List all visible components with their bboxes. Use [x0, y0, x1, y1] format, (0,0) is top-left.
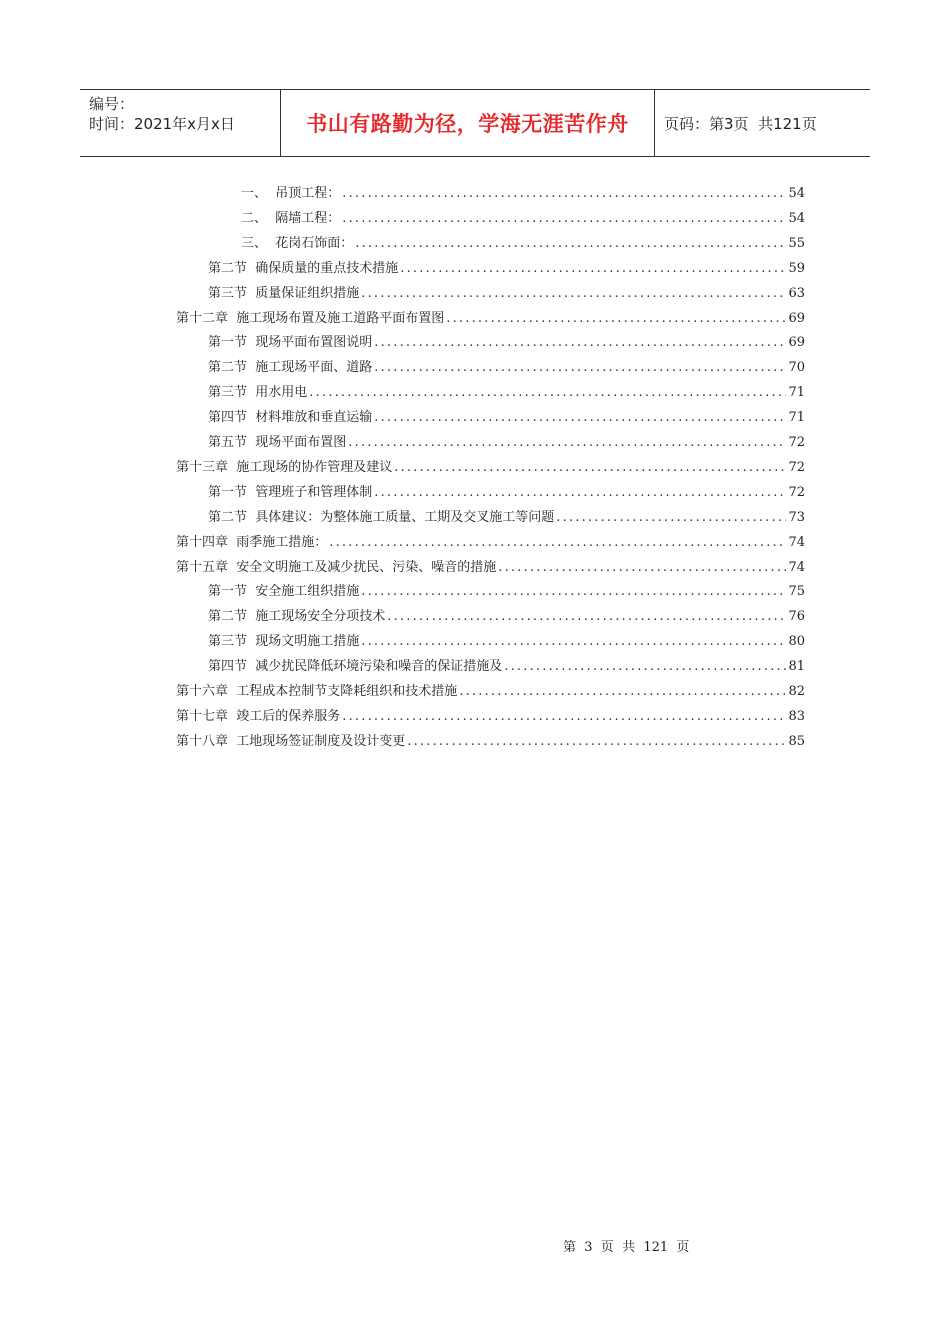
toc-entry-page: 72 [788, 459, 805, 475]
toc-dot-leader [400, 258, 786, 280]
toc-entry-page: 73 [788, 509, 805, 525]
serial-number-label: 编号： [89, 95, 135, 113]
toc-entry[interactable] [176, 308, 805, 330]
toc-entry-page: 81 [788, 659, 805, 675]
toc-entry[interactable] [176, 457, 805, 479]
toc-entry[interactable] [208, 357, 805, 379]
toc-entry[interactable] [241, 233, 805, 255]
time-label: 时间：2021年x月x日 [89, 115, 235, 133]
toc-dot-leader [498, 557, 786, 579]
toc-entry-title: 第十四章 雨季施工措施： [176, 534, 328, 550]
toc-entry-title: 第二节 确保质量的重点技术措施 [208, 260, 399, 276]
toc-entry-page: 70 [788, 360, 805, 376]
toc-entry-title: 第一节 现场平面布置图说明 [208, 335, 373, 351]
toc-dot-leader [361, 283, 786, 305]
toc-entry[interactable] [208, 407, 805, 429]
toc-entry-title: 第十五章 安全文明施工及减少扰民、污染、噪音的措施 [176, 559, 497, 575]
header-meta-cell [80, 90, 281, 156]
toc-entry-page: 71 [788, 410, 805, 426]
toc-entry-title: 第三节 用水用电 [208, 385, 308, 401]
toc-entry-page: 75 [788, 584, 805, 600]
toc-entry-page: 74 [788, 534, 805, 550]
toc-dot-leader [459, 681, 786, 703]
toc-entry-title: 第二节 具体建议：为整体施工质量、工期及交叉施工等问题 [208, 509, 555, 525]
toc-dot-leader [504, 656, 786, 678]
toc-entry-title: 第十八章 工地现场签证制度及设计变更 [176, 733, 406, 749]
toc-entry[interactable] [208, 258, 805, 280]
motto-text: 书山有路勤为径，学海无涯苦作舟 [306, 112, 629, 136]
toc-entry[interactable] [176, 706, 805, 728]
toc-entry[interactable] [208, 656, 805, 678]
toc-dot-leader [374, 407, 786, 429]
toc-entry[interactable] [241, 183, 805, 205]
toc-entry-title: 第十三章 施工现场的协作管理及建议 [176, 459, 393, 475]
toc-entry[interactable] [208, 581, 805, 603]
toc-entry[interactable] [208, 382, 805, 404]
toc-dot-leader [556, 507, 786, 529]
toc-entry-page: 63 [788, 285, 805, 301]
toc-entry[interactable] [208, 332, 805, 354]
page-info-cell [655, 90, 870, 156]
toc-entry-title: 第四节 材料堆放和垂直运输 [208, 410, 373, 426]
toc-entry[interactable] [208, 606, 805, 628]
toc-entry-title: 一、 吊顶工程： [241, 186, 341, 201]
toc-dot-leader [387, 606, 786, 628]
toc-entry-page: 74 [788, 559, 805, 575]
toc-entry-title: 三、 花岗石饰面： [241, 235, 354, 251]
toc-dot-leader [342, 208, 786, 230]
toc-dot-leader [446, 308, 786, 330]
toc-entry[interactable] [176, 557, 805, 579]
toc-entry[interactable] [241, 208, 805, 230]
document-header [80, 89, 870, 157]
toc-entry-page: 83 [788, 708, 805, 724]
toc-dot-leader [361, 581, 786, 603]
toc-entry-title: 第十六章 工程成本控制节支降耗组织和技术措施 [176, 684, 458, 699]
toc-entry-title: 第二节 施工现场安全分项技术 [208, 609, 386, 625]
toc-entry-page: 59 [788, 260, 805, 276]
page-footer: 第 3 页 共 121 页 [563, 1240, 690, 1255]
toc-dot-leader [309, 382, 786, 404]
toc-dot-leader [361, 631, 786, 653]
toc-entry-page: 54 [788, 210, 805, 226]
toc-dot-leader [355, 233, 786, 255]
toc-entry[interactable] [208, 432, 805, 454]
toc-entry-title: 第二节 施工现场平面、道路 [208, 360, 373, 376]
toc-entry-page: 85 [788, 733, 805, 749]
toc-dot-leader [374, 332, 786, 354]
toc-entry-title: 第三节 质量保证组织措施 [208, 285, 360, 301]
toc-entry[interactable] [208, 507, 805, 529]
toc-entry-title: 二、 隔墙工程： [241, 210, 341, 226]
toc-entry-page: 54 [788, 186, 805, 201]
toc-entry-page: 55 [788, 235, 805, 251]
toc-entry-page: 69 [788, 335, 805, 351]
toc-entry-title: 第三节 现场文明施工措施 [208, 634, 360, 650]
toc-dot-leader [342, 183, 786, 205]
toc-entry-title: 第四节 减少扰民降低环境污染和噪音的保证措施及 [208, 659, 503, 675]
toc-entry[interactable] [176, 532, 805, 554]
toc-entry-title: 第十二章 施工现场布置及施工道路平面布置图 [176, 310, 445, 326]
toc-entry-page: 72 [788, 435, 805, 450]
toc-dot-leader [394, 457, 786, 479]
toc-entry[interactable] [176, 731, 805, 753]
toc-entry-page: 69 [788, 310, 805, 326]
toc-dot-leader [342, 706, 786, 728]
toc-entry[interactable] [176, 681, 805, 703]
toc-entry-title: 第一节 安全施工组织措施 [208, 584, 360, 600]
toc-entry-page: 82 [788, 684, 805, 699]
page-info-text: 页码：第3页 共121页 [664, 114, 817, 133]
toc-entry[interactable] [208, 482, 805, 504]
toc-dot-leader [407, 731, 786, 753]
toc-entry-title: 第五节 现场平面布置图 [208, 435, 347, 450]
toc-dot-leader [329, 532, 786, 554]
toc-entry-page: 76 [788, 609, 805, 625]
motto-cell [281, 90, 655, 156]
toc-dot-leader [374, 482, 786, 504]
toc-entry-title: 第十七章 竣工后的保养服务 [176, 708, 341, 724]
toc-entry[interactable] [208, 631, 805, 653]
toc-entry-page: 80 [788, 634, 805, 650]
toc-entry-page: 72 [788, 484, 805, 500]
toc-entry-page: 71 [788, 385, 805, 401]
toc-dot-leader [348, 432, 786, 454]
toc-entry[interactable] [208, 283, 805, 305]
toc-dot-leader [374, 357, 786, 379]
toc-entry-title: 第一节 管理班子和管理体制 [208, 484, 373, 500]
